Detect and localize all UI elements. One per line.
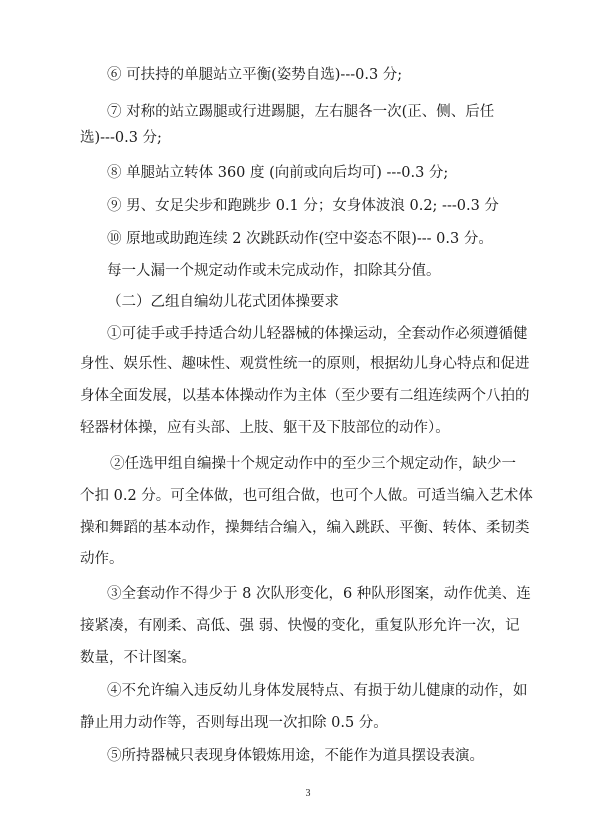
item-9: ⑨ 男、女足尖步和跑跳步 0.1 分；女身体波浪 0.2; ---0.3 分: [107, 198, 499, 214]
para1-line3: 身体全面发展，以基本体操动作为主体（至少要有二组连续两个八拍的: [80, 388, 530, 404]
item-6: ⑥ 可扶持的单腿站立平衡(姿势自选)---0.3 分;: [107, 67, 403, 83]
para3-line1: ③全套动作不得少于 8 次队形变化，6 种队形图案，动作优美、连: [107, 586, 531, 602]
para1-line1: ①可徒手或手持适合幼儿轻器械的体操运动，全套动作必须遵循健: [107, 326, 528, 342]
para2-line3: 操和舞蹈的基本动作，操舞结合编入，编入跳跃、平衡、转体、柔韧类: [80, 520, 530, 536]
item-7: ⑦ 对称的站立踢腿或行进踢腿，左右腿各一次(正、侧、后任: [107, 104, 495, 120]
para4-line1: ④不允许编入违反幼儿身体发展特点、有损于幼儿健康的动作，如: [107, 683, 528, 699]
para3-line2: 接紧凑，有刚柔、高低、强 弱、快慢的变化，重复队形允许一次，记: [80, 618, 520, 634]
para1-line2: 身性、娱乐性、趣味性、观赏性统一的原则，根据幼儿身心特点和促进: [80, 356, 530, 372]
para5: ⑤所持器械只表现身体锻炼用途，不能作为道具摆设表演。: [107, 748, 484, 764]
para2-line4: 动作。: [80, 551, 124, 567]
page-number: 3: [305, 788, 311, 799]
deduction-note: 每一人漏一个规定动作或未完成动作，扣除其分值。: [107, 263, 441, 279]
para3-line3: 数量，不计图案。: [80, 650, 196, 666]
item-8: ⑧ 单腿站立转体 360 度 (向前或向后均可) ---0.3 分;: [107, 165, 449, 181]
section-title: （二）乙组自编幼儿花式团体操要求: [107, 294, 339, 310]
para2-line1: ②任选甲组自编操十个规定动作中的至少三个规定动作，缺少一: [110, 456, 516, 472]
para2-line2: 个扣 0.2 分。可全体做，也可组合做，也可个人做。可适当编入艺术体: [80, 488, 533, 504]
item-10: ⑩ 原地或助跑连续 2 次跳跃动作(空中姿态不限)--- 0.3 分。: [107, 231, 493, 247]
item-7-continuation: 选)---0.3 分;: [80, 130, 162, 146]
para4-line2: 静止用力动作等，否则每出现一次扣除 0.5 分。: [80, 715, 388, 731]
para1-line4: 轻器材体操，应有头部、上肢、躯干及下肢部位的动作）。: [80, 420, 450, 436]
